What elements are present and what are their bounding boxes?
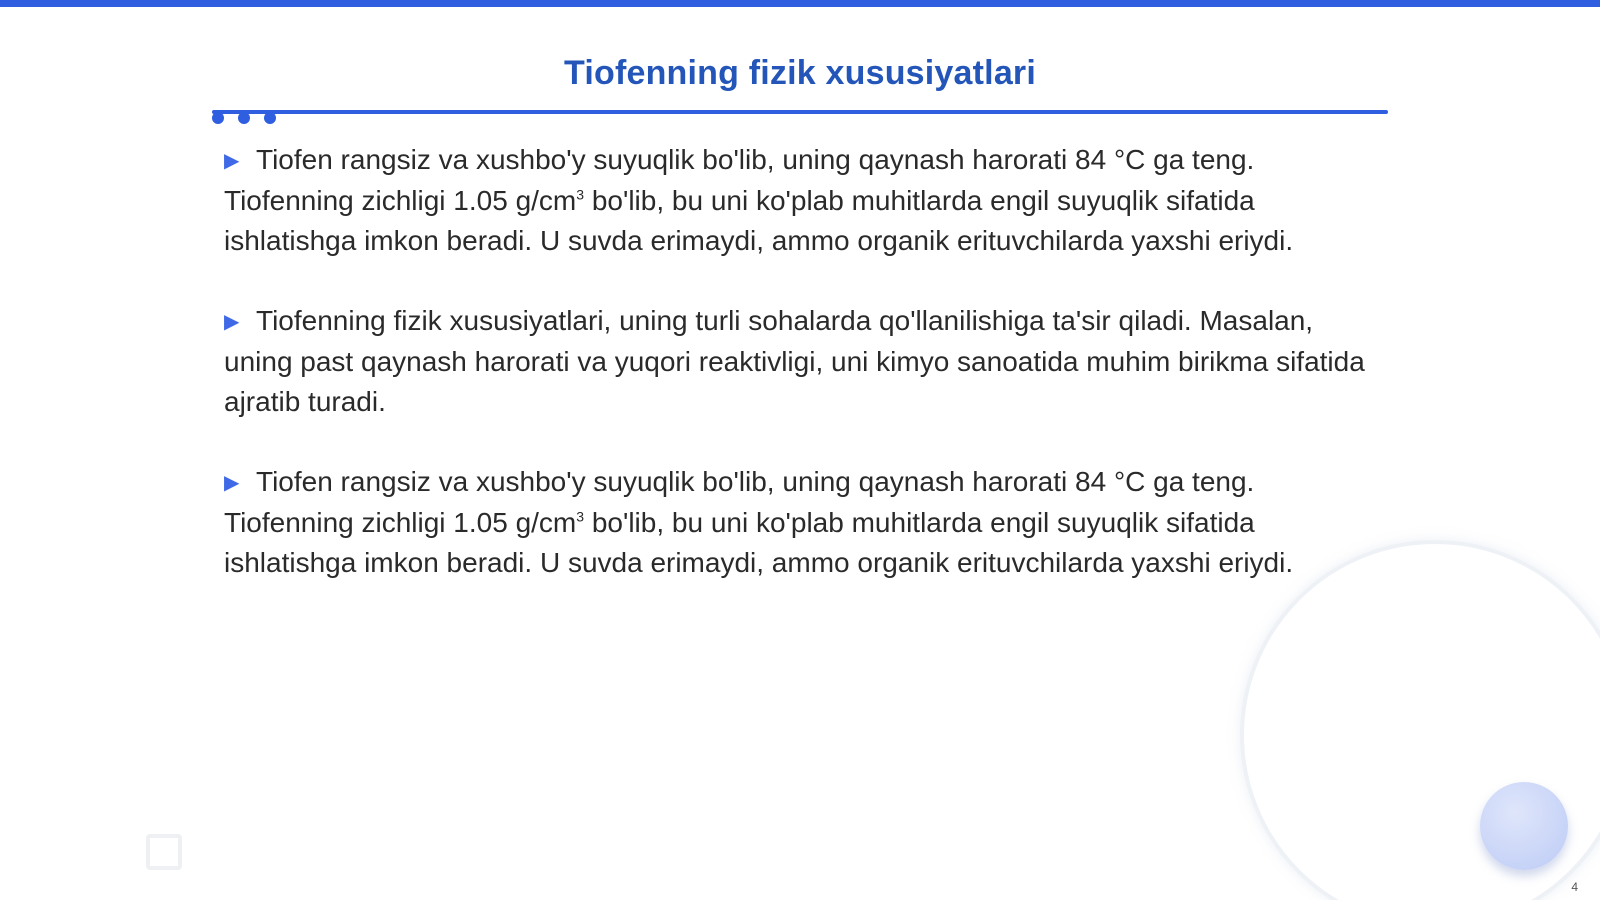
top-accent-bar: [0, 0, 1600, 7]
bullet-item: [224, 140, 1374, 261]
play-triangle-icon: ▶: [224, 311, 240, 333]
decor-dot: [264, 112, 276, 124]
bullet-text-continued: bo'lib, bu uni ko'plab muhitlarda engil suyuqlik sifatida ishlatishga imkon beradi. U suvda erimaydi, ammo organik erituvchilarda yaxshi eriydi.: [224, 185, 1294, 256]
title-dots-decoration: [212, 112, 276, 126]
bullet-item: [224, 462, 1374, 583]
page-number: 4: [1571, 880, 1578, 894]
slide-title: Tiofenning fizik xususiyatlari: [563, 54, 1037, 92]
decorative-square: [146, 834, 182, 870]
decor-dot: [212, 112, 224, 124]
bullet-text-continued: bo'lib, bu uni ko'plab muhitlarda engil suyuqlik sifatida ishlatishga imkon beradi. U suvda erimaydi, ammo organik erituvchilarda yaxshi eriydi.: [224, 507, 1294, 578]
bullet-text: Tiofenning fizik xususiyatlari, uning turli sohalarda qo'llanilishiga ta'sir qiladi. Masalan, uning past qaynash harorati va yuqori reaktivligi, uni kimyo sanoatida muhim birikma sifatida ajratib turadi.: [224, 305, 1365, 417]
decorative-circle: [1480, 782, 1568, 870]
title-underline: [212, 110, 1388, 114]
play-triangle-icon: ▶: [224, 150, 240, 172]
superscript: 3: [576, 186, 585, 203]
superscript: 3: [576, 508, 585, 525]
bullet-item: [224, 301, 1374, 422]
bullet-list: [224, 140, 1374, 623]
bullet-text: Tiofen rangsiz va xushbo'y suyuqlik bo'lib, uning qaynash harorati 84 °C ga teng. Tiofenning zichligi 1.05 g/cm: [224, 466, 1255, 538]
play-triangle-icon: ▶: [224, 472, 240, 494]
bullet-text: Tiofen rangsiz va xushbo'y suyuqlik bo'lib, uning qaynash harorati 84 °C ga teng. Tiofenning zichligi 1.05 g/cm: [224, 144, 1255, 216]
decor-dot: [238, 112, 250, 124]
